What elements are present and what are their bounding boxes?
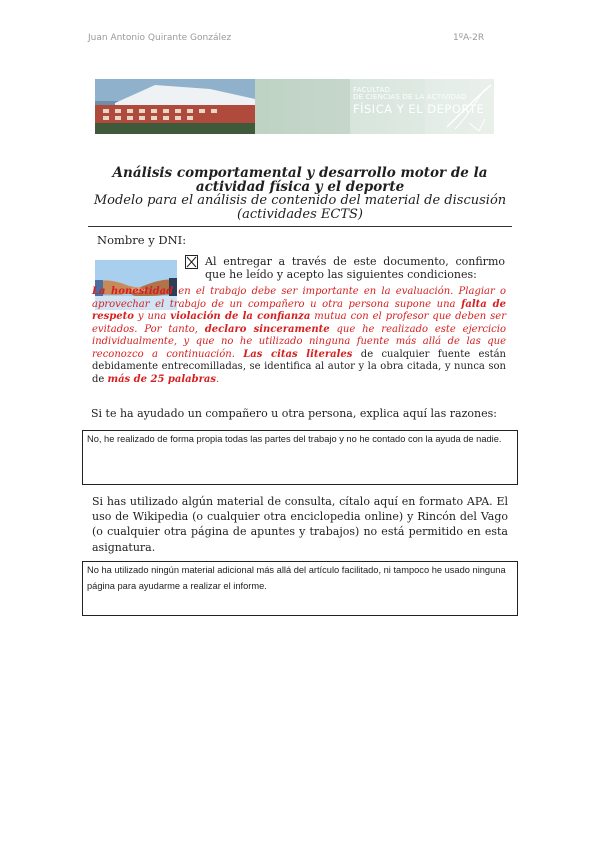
honesty-mid-2: mutua con el profesor que deben ser evitados. Por tanto, [92,311,507,335]
honesty-end: . [216,373,220,385]
max-words: más de 25 palabras [107,373,217,385]
conditions-intro: Al entregar a través de este documento, confirmo que he leído y acepto las siguientes condiciones: [205,255,505,282]
help-question-label: Si te ha ayudado un compañero u otra persona, explica aquí las razones: [91,407,497,420]
falta-respeto: falta de respeto [92,298,507,322]
header-group: 1ºA-2R [453,33,485,43]
citas-literales: Las citas literales [243,348,353,360]
banner-line-1: FACULTAD [353,86,391,94]
header-author: Juan Antonio Quirante González [88,33,232,43]
honesty-text: en el trabajo debe ser importante en la evaluación. Plagiar o aprovechar el trabajo de un compañero u otra persona supone una [92,286,506,310]
banner-title [353,87,484,115]
document-title [88,166,512,227]
citation-rules: de cualquier fuente están debidamente entrecomilladas, se identifica al autor y la obra citada, y nunca son de [92,348,506,385]
violacion-confianza: violación de la confianza [170,311,311,322]
accept-conditions-checkbox[interactable] [185,255,198,269]
honesty-mid-1: y una [133,311,171,322]
title-subtitle: Modelo para el análisis de contenido del material de discusión (actividades ECTS) [93,193,507,222]
faculty-banner [95,79,494,134]
honesty-mid-3: que he realizado este ejercicio individualmente, y que no he utilizado ninguna fuente más allá de las que reconozco a continuación. [92,323,507,360]
banner-line-3: FÍSICA Y EL DEPORTE [353,101,485,116]
honesty-word: La honestidad [92,286,174,297]
sources-answer-box[interactable]: No ha utilizado ningún material adicional más allá del artículo facilitado, ni tampoco he usado ninguna página para ayudarme a realizar el informe. [82,561,518,616]
help-answer-box[interactable]: No, he realizado de forma propia todas las partes del trabajo y no he contado con la ayuda de nadie. [82,430,518,485]
declaro-sinceramente: declaro sinceramente [204,323,330,335]
title-main: Análisis comportamental y desarrollo motor de la actividad física y el deporte [112,165,488,196]
banner-line-2: DE CIENCIAS DE LA ACTIVIDAD [353,93,467,102]
sources-question-label: Si has utilizado algún material de consulta, cítalo aquí en formato APA. El uso de Wikipedia (o cualquier otra enciclopedia online) y Rincón del Vago (o cualquier otra página de apuntes y trabajos) no está permitido en esta asignatura. [92,495,508,554]
name-label: Nombre y DNI: [97,233,187,247]
check-x-icon [186,256,197,268]
honesty-statement [92,286,506,386]
